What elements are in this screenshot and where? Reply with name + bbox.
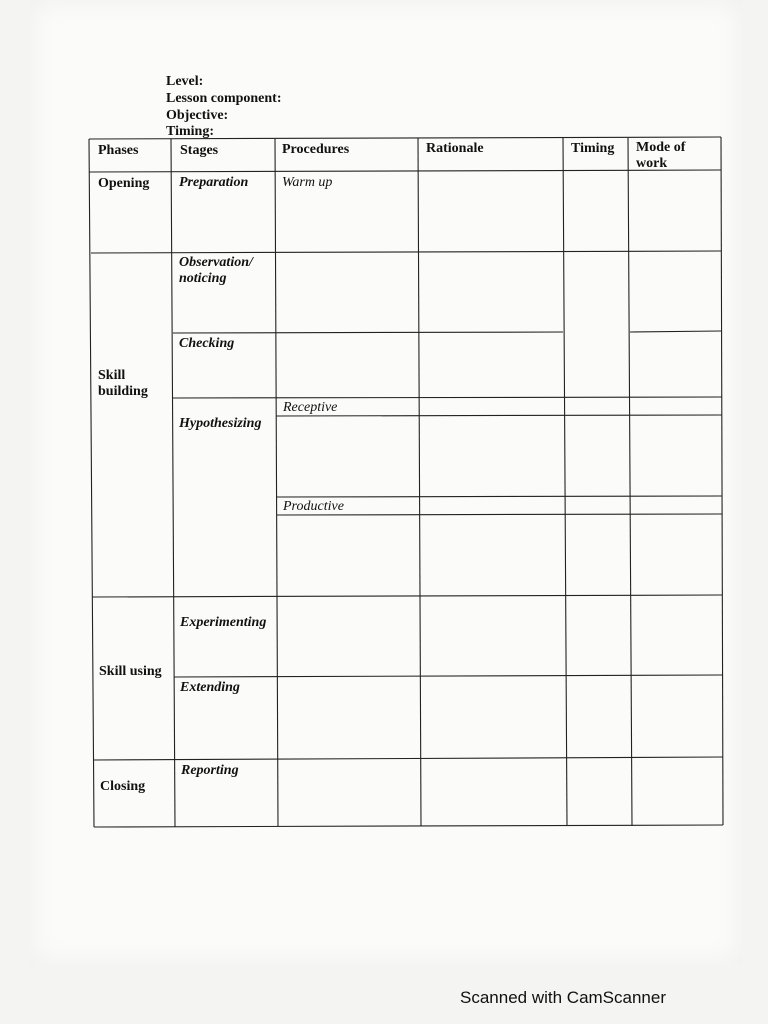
level-label: Level: xyxy=(166,74,204,89)
row-line-opening xyxy=(91,251,721,253)
header-timing: Timing xyxy=(571,141,615,156)
table-left-border xyxy=(89,139,94,827)
row-line-productive-top xyxy=(277,496,722,497)
header-procedures: Procedures xyxy=(282,142,350,157)
header-bottom-line xyxy=(89,170,721,172)
col-line-procedures xyxy=(275,139,278,826)
phase-opening: Opening xyxy=(98,176,150,191)
stage-experimenting: Experimenting xyxy=(180,615,267,630)
phase-skill-using: Skill using xyxy=(99,664,162,679)
row-line-receptive xyxy=(276,415,722,416)
stage-observation-noticing xyxy=(179,255,253,287)
stage-checking: Checking xyxy=(179,336,235,351)
col-line-rationale xyxy=(418,138,421,826)
stage-hypothesizing: Hypothesizing xyxy=(179,416,262,431)
row-line-observation-mode xyxy=(630,331,721,332)
table-top-border xyxy=(89,137,721,139)
procedure-receptive: Receptive xyxy=(283,400,338,415)
header-stages: Stages xyxy=(180,143,219,158)
stage-observation-line2: noticing xyxy=(179,271,227,286)
camscanner-watermark: Scanned with CamScanner xyxy=(460,988,667,1007)
stage-reporting: Reporting xyxy=(181,763,239,778)
row-line-checking xyxy=(173,397,722,398)
phase-closing: Closing xyxy=(100,779,146,794)
stage-extending: Extending xyxy=(180,680,240,695)
col-line-stages xyxy=(171,139,175,827)
table-right-border xyxy=(721,137,723,825)
col-line-mode xyxy=(628,138,632,826)
stage-observation-line1: Observation/ xyxy=(179,255,253,270)
stage-preparation: Preparation xyxy=(179,175,249,190)
phase-skill-building-line1: Skill xyxy=(98,368,126,383)
header-mode-of-work xyxy=(636,140,685,172)
phase-skill-building xyxy=(98,368,148,400)
timing-label: Timing: xyxy=(166,124,214,139)
row-line-skill-building xyxy=(92,595,722,597)
row-line-observation xyxy=(173,332,563,333)
header-phases: Phases xyxy=(98,143,139,158)
lesson-component-label: Lesson component: xyxy=(166,91,282,106)
header-mode-of-work-line1: Mode of xyxy=(636,140,686,155)
header-mode-of-work-line2: work xyxy=(636,156,668,171)
row-line-skill-using xyxy=(93,757,723,760)
procedure-productive: Productive xyxy=(283,499,344,514)
header-rationale: Rationale xyxy=(426,141,484,156)
phase-skill-building-line2: building xyxy=(98,384,148,399)
table-bottom-border xyxy=(94,825,723,827)
row-line-experimenting xyxy=(174,675,722,677)
objective-label: Objective: xyxy=(166,108,229,123)
procedure-warm-up: Warm up xyxy=(282,175,333,190)
col-line-timing xyxy=(563,138,567,826)
